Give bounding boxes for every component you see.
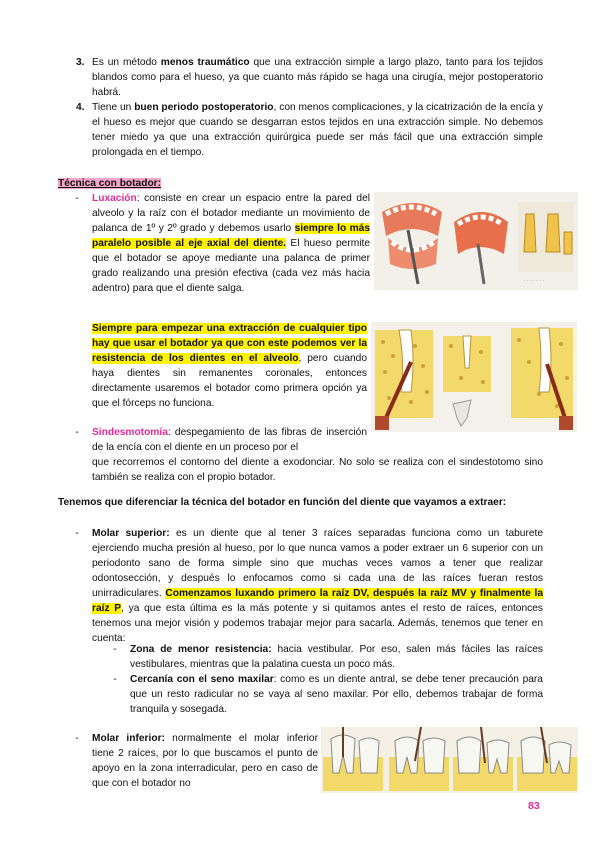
- sub-item-seno-maxilar: Cercanía con el seno maxilar: como es un diente antral, se debe tener precaución para que un resto radicular no se vaya al seno maxilar. Por ello, debemos trabajar de forma tranquila y sosegada.: [130, 674, 543, 715]
- section-title: Técnica con botador:: [58, 178, 162, 189]
- luxacion-paragraph: Luxación: consiste en crear un espacio entre la pared del alveolo y la raíz con el botador mediante un movimiento de palanca de 1º y 2º grado y debemos usarlo siempre lo más paralelo posible al eje axial del diente. El hueso permite que el botador se apoye mediante una palanca de primer grado realizando una presión efectiva (cada vez más hacia adentro) para que el diente salga.: [92, 193, 370, 294]
- bullet-dash: -: [75, 427, 79, 438]
- bullet-dash: -: [113, 644, 117, 655]
- molar-inferior-paragraph: Molar inferior: normalmente el molar inferior tiene 2 raíces, por lo que buscamos el punto de apoyo en la zona interradicular, pero en caso de que con el botador no: [92, 733, 318, 789]
- bullet-dash: -: [113, 674, 117, 685]
- numbered-item-4: Tiene un buen periodo postoperatorio, con menos complicaciones, y la cicatrización de la encía y el hueso es mejor que cuando se desgarran estos tejidos en una extracción simple. No debemos tener miedo ya que una extracción quirúrgica puede ser más fácil que una extracción simple prolongada en el tiempo.: [92, 102, 543, 158]
- molar-superior-paragraph: Molar superior: es un diente que al tener 3 raíces separadas funciona como un taburete ejerciendo mucha presión al hueso, por lo que nunca vamos a poder extraer un 6 superior con un periodonto sano de forma simple sino que muchas veces vamos a tener que realizar odontosección, y después lo enfocamos como si cada una de las raíces fueran restos unirradiculares. Comenzamos luxando primero la raíz DV, después la raíz MV y finalmente la raíz P, ya que esta última es la más potente y si quitamos antes el resto de raíces, entonces tenemos una mejor visión y podemos trabajar mejor para sacarla. Además, tenemos que tener en cuenta:: [92, 528, 543, 644]
- bullet-dash: -: [75, 193, 79, 204]
- list-number: 3.: [76, 57, 85, 68]
- siempre-paragraph: Siempre para empezar una extracción de cualquier tipo hay que usar el botador ya que con este podemos ver la resistencia de los dientes en el alveolo, pero cuando haya dientes sin remanentes coronales, entonces directamente usaremos el botador como primera opción ya que el fórceps no funciona.: [92, 323, 367, 409]
- sub-item-menor-resistencia: Zona de menor resistencia: hacia vestibular. Por eso, salen más fáciles las raíces vestibulares, mientras que la palatina cuesta un poco más.: [130, 644, 544, 670]
- diferenciar-heading: Tenemos que diferenciar la técnica del botador en función del diente que vayamos a extraer:: [58, 497, 507, 508]
- sindesmotomia-paragraph-part1: Sindesmotomía: despegamiento de las fibras de inserción de la encía con el diente en un proceso por el: [92, 427, 367, 453]
- sindesmotomia-paragraph-part2: que recorremos el contorno del diente a exodonciar. No solo se realiza con el sindestotomo sino también se realiza con el propio botador.: [92, 457, 543, 483]
- lower-molar-illustration: [321, 727, 578, 793]
- alveolus-illustration: [371, 322, 577, 432]
- bullet-dash: -: [75, 528, 79, 539]
- page-number: 83: [528, 800, 540, 812]
- luxation-illustration: [374, 192, 578, 290]
- list-number: 4.: [76, 102, 85, 113]
- numbered-item-3: Es un método menos traumático que una extracción simple a largo plazo, tanto para los tejidos blandos como para el hueso, ya que cuanto más rápido se haga una cirugía, mejor postoperatorio habrá.: [92, 57, 543, 98]
- bullet-dash: -: [75, 733, 79, 744]
- svg-text:· · · · · · ·: · · · · · · ·: [524, 278, 544, 284]
